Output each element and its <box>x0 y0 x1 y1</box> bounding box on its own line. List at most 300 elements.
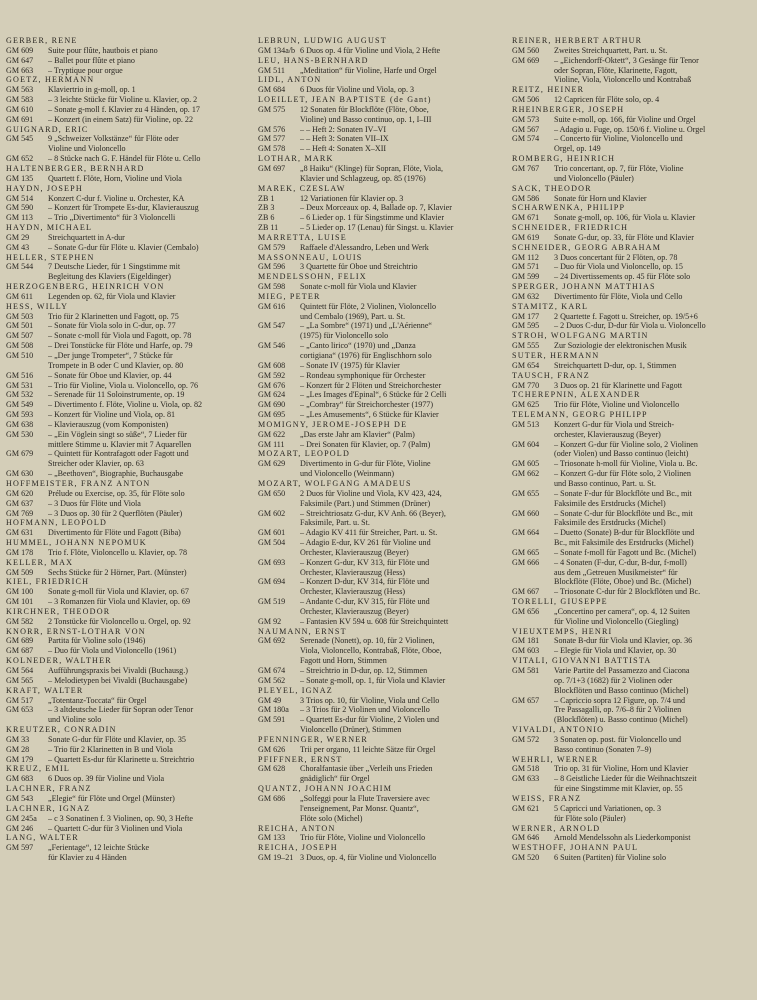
catalog-entry <box>258 528 510 538</box>
work-title: – Konzert (in einem Satz) für Violine, op. 22 <box>48 114 194 124</box>
catalog-entry <box>6 46 248 56</box>
work-title: 6 Duos für Violine und Viola, op. 3 <box>300 85 415 95</box>
work-title: 3 Quartette für Oboe und Streichtrio <box>300 262 418 272</box>
work-title: – 6 Lieder op. 1 für Singstimme und Klavier <box>300 213 445 223</box>
work-title: Choralfantasie über „Verleih uns Frieden <box>300 764 433 774</box>
catalog-number: GM 581 <box>512 666 540 675</box>
work-title: Trio für 2 Klarinetten und Fagott, op. 75 <box>48 311 179 321</box>
work-title: 6 Duos op. 39 für Violine und Viola <box>48 774 165 784</box>
work-title: – Tryptique pour orgue <box>48 65 123 75</box>
catalog-entry <box>6 735 248 745</box>
composer-section <box>6 784 248 804</box>
catalog-entry <box>258 705 510 715</box>
catalog-entry <box>6 715 248 725</box>
catalog-number: GM 611 <box>6 291 33 301</box>
work-title: – Streichtriosatz G-dur, KV Anh. 66 (Beyer), <box>300 508 446 518</box>
catalog-number: GM 33 <box>6 734 30 744</box>
catalog-number: GM 582 <box>6 616 34 626</box>
work-title: – Sonate IV (1975) für Klavier <box>300 360 400 370</box>
catalog-number: GM 179 <box>6 754 34 764</box>
work-title: Blockflöte (Flöte, Oboe) und Bc. (Michel) <box>554 577 692 587</box>
catalog-entry <box>6 489 248 499</box>
catalog-entry <box>6 312 248 322</box>
composer-name: PLEYEL, IGNAZ <box>258 685 333 695</box>
work-title: 12 Variationen für Klavier op. 3 <box>300 193 404 203</box>
composer-section <box>512 351 752 371</box>
composer-name: LIDL, ANTON <box>258 75 322 85</box>
composer-section <box>258 686 510 735</box>
catalog-number <box>258 774 300 784</box>
catalog-entry <box>512 745 752 755</box>
catalog-entry <box>6 430 248 440</box>
catalog-entry <box>512 420 752 430</box>
catalog-number <box>512 577 554 587</box>
catalog-number: GM 692 <box>258 636 286 646</box>
catalog-entry <box>6 587 248 597</box>
work-title: – Quartett Es-dur für Klarinette u. Streichtrio <box>48 754 195 764</box>
work-title: – Klavierauszug (vom Komponisten) <box>48 419 169 429</box>
work-title: 3 Trios op. 10, für Violine, Viola und Cello <box>300 695 440 705</box>
work-title: Trio für Flöte, Violine und Violoncello <box>554 400 680 410</box>
catalog-entry <box>512 617 752 627</box>
work-title: Sonate B-dur für Viola und Klavier, op. 36 <box>554 636 693 646</box>
catalog-number <box>258 174 300 184</box>
composer-name: QUANTZ, JOHANN JOACHIM <box>258 784 393 794</box>
composer-name: WERNER, ARNOLD <box>512 823 601 833</box>
work-title: Violine, Viola, Violoncello und Kontrabaß <box>554 75 692 85</box>
composer-name: STROH, WOLFGANG MARTIN <box>512 331 649 341</box>
work-title: – Konzert G-dur für Flöte solo, 2 Violinen <box>554 469 691 479</box>
catalog-entry <box>6 676 248 686</box>
catalog-number: GM 637 <box>6 498 34 508</box>
work-title: Trio op. 31 für Violine, Horn und Klavier <box>554 764 689 774</box>
composer-name: LACHNER, FRANZ <box>6 784 92 794</box>
catalog-number: ZB 6 <box>258 213 275 223</box>
composer-name: SACK, THEODOR <box>512 183 592 193</box>
catalog-entry <box>512 548 752 558</box>
catalog-entry <box>258 302 510 312</box>
catalog-entry <box>512 272 752 282</box>
catalog-entry <box>6 213 248 223</box>
catalog-number: GM 662 <box>512 469 540 479</box>
work-title: – Sonate g-moll f. Klavier zu 4 Händen, op. 17 <box>48 104 200 114</box>
work-title: 3 Duos concertant für 2 Flöten, op. 78 <box>554 252 678 262</box>
catalog-number: ZB 3 <box>258 203 275 213</box>
work-title: – Serenade für 11 Soloinstrumente, op. 19 <box>48 390 185 400</box>
work-title: – Triosonate h-moll für Violine, Viola u. Bc. <box>554 459 698 469</box>
work-title: „Elegie“ für Flöte und Orgel (Münster) <box>48 793 175 803</box>
composer-section <box>512 597 752 627</box>
catalog-entry <box>512 361 752 371</box>
catalog-number: GM 603 <box>512 646 540 656</box>
composer-name: MAREK, CZESLAW <box>258 183 346 193</box>
catalog-entry <box>6 400 248 410</box>
composer-name: HOFMANN, LEOPOLD <box>6 518 108 528</box>
catalog-entry <box>6 794 248 804</box>
catalog-number: GM 686 <box>258 793 286 803</box>
catalog-number: GM 592 <box>258 370 286 380</box>
catalog-number: GM 576 <box>258 124 286 134</box>
catalog-entry <box>512 469 752 479</box>
catalog-entry <box>258 853 510 863</box>
work-title: – 3 altdeutsche Lieder für Sopran oder Tenor <box>48 705 194 715</box>
catalog-entry <box>6 705 248 715</box>
work-title: Sonate G-dur für Flöte und Klavier, op. 35 <box>48 734 186 744</box>
catalog-number: GM 631 <box>6 528 34 538</box>
catalog-number: GM 519 <box>258 597 286 607</box>
catalog-number: GM 575 <box>258 104 286 114</box>
catalog-entry <box>258 134 510 144</box>
catalog-entry <box>258 774 510 784</box>
catalog-number: GM 693 <box>258 557 286 567</box>
work-title: – Sonate für Viola solo in C-dur, op. 77 <box>48 321 176 331</box>
work-title: 2 Tonstücke für Violoncello u. Orgel, op. 92 <box>48 616 191 626</box>
catalog-number: GM 619 <box>512 232 540 242</box>
catalog-entry <box>512 321 752 331</box>
composer-section <box>512 843 752 863</box>
catalog-entry <box>512 784 752 794</box>
work-title: orchester, Klavierauszug (Beyer) <box>554 429 661 439</box>
work-title: Orchester, Klavierauszug (Hess) <box>300 567 406 577</box>
composer-section <box>258 824 510 844</box>
catalog-number: GM 49 <box>258 695 282 705</box>
work-title: Suite e-moll, op. 166, für Violine und Orgel <box>554 114 696 124</box>
composer-name: WESTHOFF, JOHANN PAUL <box>512 843 639 853</box>
catalog-entry <box>258 410 510 420</box>
work-title: „Meditation“ für Violine, Harfe und Orgel <box>300 65 437 75</box>
composer-section <box>6 577 248 607</box>
catalog-number: GM 564 <box>6 666 34 675</box>
catalog-number: GM 653 <box>6 705 34 715</box>
catalog-number: GM 626 <box>258 744 286 754</box>
catalog-entry <box>512 75 752 85</box>
catalog-number: GM 508 <box>6 341 34 351</box>
composer-name: MOZART, WOLFGANG AMADEUS <box>258 478 412 488</box>
composer-section <box>6 253 248 283</box>
work-title: – Rondeau symphonique für Orchester <box>300 370 426 380</box>
catalog-entry <box>258 66 510 76</box>
catalog-entry <box>512 853 752 863</box>
work-title: – Konzert G-dur für Violine solo, 2 Violinen <box>554 439 698 449</box>
catalog-entry <box>6 134 248 144</box>
catalog-entry <box>512 233 752 243</box>
composer-section <box>512 36 752 85</box>
work-title: – c 3 Sonatinen f. 3 Violinen, op. 90, 3 Hefte <box>48 813 194 823</box>
work-title: Trio für Flöte, Violine und Violoncello <box>300 833 426 843</box>
catalog-number: GM 92 <box>258 616 282 626</box>
work-title: „Solfeggi pour la Flute Traversiere avec <box>300 793 430 803</box>
catalog-entry <box>258 174 510 184</box>
catalog-number: GM 660 <box>512 508 540 518</box>
catalog-number: GM 100 <box>6 587 34 597</box>
work-title: 3 Duos op. 21 für Klarinette und Fagott <box>554 380 683 390</box>
catalog-number: GM 630 <box>6 469 34 479</box>
catalog-number: GM 697 <box>258 163 286 173</box>
catalog-number: GM 563 <box>6 85 34 95</box>
composer-section <box>6 223 248 253</box>
composer-name: MASSONNEAU, LOUIS <box>258 252 363 262</box>
catalog-entry <box>6 755 248 765</box>
catalog-number <box>512 75 554 85</box>
work-title: cortigiana“ (1976) für Englischhorn solo <box>300 351 432 360</box>
work-title: „8 Haiku“ (Klinge) für Sopran, Flöte, Viola, <box>300 163 443 173</box>
composer-section <box>6 184 248 223</box>
work-title: Trio concertant, op. 7, für Flöte, Violine <box>554 163 684 173</box>
composer-name: KREUTZER, CONRADIN <box>6 725 117 735</box>
catalog-entry <box>512 459 752 469</box>
catalog-number <box>258 115 300 125</box>
work-title: Divertimento in G-dur für Flöte, Violine <box>300 459 431 469</box>
catalog-number: GM 532 <box>6 390 34 400</box>
work-title: Quartett f. Flöte, Horn, Violine und Viola <box>48 173 182 183</box>
composer-section <box>258 184 510 233</box>
composer-name: HOFFMEISTER, FRANZ ANTON <box>6 478 151 488</box>
composer-section <box>6 656 248 686</box>
catalog-entry <box>258 321 510 331</box>
work-title: – Triosonate C-dur für 2 Blockflöten und Bc. <box>554 587 701 597</box>
catalog-entry <box>258 607 510 617</box>
catalog-number: GM 574 <box>512 134 540 144</box>
catalog-entry <box>512 636 752 646</box>
catalog-number: GM 633 <box>512 774 540 784</box>
composer-section <box>6 558 248 578</box>
work-title: Quintett für Flöte, 2 Violinen, Violoncello <box>300 301 437 311</box>
catalog-entry <box>258 518 510 528</box>
catalog-number <box>512 449 554 459</box>
composer-name: SUTER, HERMANN <box>512 351 600 360</box>
catalog-entry <box>258 203 510 213</box>
work-title: 6 Duos op. 4 für Violine und Viola, 2 Hefte <box>300 45 441 55</box>
catalog-number: GM 601 <box>258 528 286 538</box>
work-title: „Totentanz-Toccata“ für Orgel <box>48 695 147 705</box>
work-title: – 3 Duos für Flöte und Viola <box>48 498 141 508</box>
work-title: Violine) und Basso continuo, op. 1, I–III <box>300 114 432 124</box>
work-title: Faksimile (Part.) und Stimmen (Drüner) <box>300 498 431 508</box>
catalog-entry <box>6 745 248 755</box>
catalog-entry <box>258 558 510 568</box>
catalog-entry <box>6 331 248 341</box>
catalog-number: GM 683 <box>6 774 34 784</box>
catalog-entry <box>6 548 248 558</box>
composer-section <box>512 725 752 755</box>
composer-name: VITALI, GIOVANNI BATTISTA <box>512 656 652 666</box>
catalog-entry <box>512 164 752 174</box>
catalog-entry <box>6 843 248 853</box>
composer-section <box>512 203 752 223</box>
catalog-entry <box>258 459 510 469</box>
composer-name: VIEUXTEMPS, HENRI <box>512 626 613 636</box>
catalog-entry <box>258 499 510 509</box>
catalog-number: GM 135 <box>6 173 34 183</box>
composer-section <box>6 36 248 75</box>
catalog-number: GM 181 <box>512 636 540 646</box>
catalog-entry <box>512 696 752 706</box>
composer-section <box>258 154 510 184</box>
composer-section <box>6 282 248 302</box>
composer-name: KNORR, ERNST-LOTHAR VON <box>6 626 146 636</box>
catalog-entry <box>6 824 248 834</box>
catalog-entry <box>258 361 510 371</box>
work-title: – – Heft 2: Sonaten IV–VI <box>300 124 387 134</box>
catalog-number: GM 654 <box>512 360 540 370</box>
composer-section <box>258 233 510 253</box>
catalog-entry <box>258 115 510 125</box>
catalog-entry <box>512 538 752 548</box>
composer-name: TCHEREPNIN, ALEXANDER <box>512 390 641 400</box>
catalog-number <box>512 784 554 794</box>
catalog-number: GM 597 <box>6 843 34 853</box>
composer-section <box>258 449 510 479</box>
catalog-number: GM 591 <box>258 715 286 725</box>
catalog-entry <box>512 587 752 597</box>
work-title: 3 Sonaten op. post. für Violoncello und <box>554 734 682 744</box>
catalog-entry <box>6 233 248 243</box>
catalog-number: GM 545 <box>6 134 34 144</box>
work-title: 2 Quartette f. Fagott u. Streicher, op. 19/5+6 <box>554 311 698 321</box>
work-title: Divertimento für Flöte und Fagott (Biba) <box>48 528 181 538</box>
catalog-entry <box>6 115 248 125</box>
work-title: Faksimile des Erstdrucks (Michel) <box>554 518 666 528</box>
composer-section <box>258 272 510 292</box>
work-title: Zur Soziologie der elektronischen Musik <box>554 341 687 351</box>
catalog-number <box>258 351 300 361</box>
catalog-number: GM 655 <box>512 488 540 498</box>
catalog-entry <box>6 351 248 361</box>
work-title: „Concertino per camera“, op. 4, 12 Suiten <box>554 606 690 616</box>
catalog-entry <box>258 676 510 686</box>
catalog-number: GM 509 <box>6 567 34 577</box>
composer-section <box>6 627 248 657</box>
work-title: Legenden op. 62, für Viola und Klavier <box>48 291 176 301</box>
catalog-entry <box>6 636 248 646</box>
work-title: – „Combray“ für Streichorchester (1977) <box>300 400 434 410</box>
work-title: Flöte solo (Michel) <box>300 813 363 823</box>
composer-name: REINER, HERBERT ARTHUR <box>512 36 643 45</box>
catalog-number: GM 28 <box>6 744 30 754</box>
catalog-number: GM 111 <box>258 439 285 449</box>
composer-section <box>512 410 752 597</box>
composer-section <box>512 371 752 391</box>
catalog-number: GM 608 <box>258 360 286 370</box>
composer-section <box>512 627 752 657</box>
work-title: gnädiglich“ für Orgel <box>300 774 370 784</box>
catalog-number: GM 666 <box>512 557 540 567</box>
composer-name: GUIGNARD, ERIC <box>6 124 89 134</box>
catalog-number: GM 560 <box>512 45 540 55</box>
work-title: – Quartett C-dur für 3 Violinen und Viola <box>48 823 183 833</box>
catalog-entry <box>512 253 752 263</box>
catalog-number: GM 565 <box>6 675 34 685</box>
catalog-entry <box>6 85 248 95</box>
catalog-number <box>512 538 554 548</box>
work-title: – Ballet pour flûte et piano <box>48 55 135 65</box>
catalog-entry <box>6 853 248 863</box>
catalog-entry <box>6 509 248 519</box>
catalog-entry <box>512 499 752 509</box>
composer-section <box>512 755 752 794</box>
catalog-entry <box>258 430 510 440</box>
catalog-number: ZB 11 <box>258 223 279 233</box>
work-title: Streichquartett in A-dur <box>48 232 125 242</box>
catalog-number: GM 567 <box>512 124 540 134</box>
work-title: Aufführungspraxis bei Vivaldi (Buchausg.) <box>48 666 188 675</box>
catalog-number: GM 767 <box>512 163 540 173</box>
catalog-entry <box>6 459 248 469</box>
catalog-number: GM 504 <box>258 538 286 548</box>
catalog-entry <box>258 568 510 578</box>
catalog-entry <box>512 125 752 135</box>
composer-section <box>258 75 510 95</box>
work-title: Streicher oder Klavier, op. 63 <box>48 459 144 469</box>
catalog-number <box>512 676 554 686</box>
catalog-entry <box>512 66 752 76</box>
work-title: Partita für Violine solo (1946) <box>48 636 146 646</box>
catalog-number: GM 629 <box>258 459 286 469</box>
catalog-entry <box>512 686 752 696</box>
catalog-entry <box>258 489 510 499</box>
work-title: – Sonate G-dur für Flöte u. Klavier (Cembalo) <box>48 242 199 252</box>
composer-section <box>6 164 248 184</box>
catalog-number: GM 690 <box>258 400 286 410</box>
catalog-entry <box>512 676 752 686</box>
catalog-entry <box>6 390 248 400</box>
catalog-entry <box>512 262 752 272</box>
catalog-number: GM 595 <box>512 321 540 331</box>
work-title: Orchester, Klavierauszug (Beyer) <box>300 547 409 557</box>
catalog-number: GM 684 <box>258 85 286 95</box>
composer-name: SCHARWENKA, PHILIPP <box>512 203 626 213</box>
composer-section <box>6 75 248 124</box>
composer-name: LACHNER, IGNAZ <box>6 803 91 813</box>
work-title: Prélude ou Exercise, op. 35, für Flöte solo <box>48 488 185 498</box>
catalog-number: GM 676 <box>258 380 286 390</box>
work-title: – Deux Morceaux op. 4, Ballade op. 7, Klavier <box>300 203 452 213</box>
composer-name: HERZOGENBERG, HEINRICH VON <box>6 282 165 292</box>
catalog-entry <box>512 174 752 184</box>
catalog-entry <box>512 115 752 125</box>
work-title: 12 Sonaten für Blockflöte (Flöte, Oboe, <box>300 104 429 114</box>
catalog-entry <box>258 646 510 656</box>
composer-section <box>512 154 752 184</box>
catalog-number: GM 571 <box>512 262 540 272</box>
composer-name: KELLER, MAX <box>6 557 74 567</box>
catalog-entry <box>258 223 510 233</box>
work-title: „Das erste Jahr am Klavier“ (Palm) <box>300 429 415 439</box>
work-title: – „Eichendorff-Oktett“, 3 Gesänge für Tenor <box>554 55 699 65</box>
composer-section <box>6 686 248 725</box>
catalog-number: GM 573 <box>512 114 540 124</box>
catalog-number <box>258 469 300 479</box>
catalog-entry <box>258 587 510 597</box>
catalog-number: GM 583 <box>6 95 34 105</box>
work-title: (Blockflöten) u. Basso continuo (Michel) <box>554 715 688 725</box>
work-title: – „Les Images d'Epinal“, 6 Stücke für 2 Celli <box>300 390 447 400</box>
catalog-entry <box>512 440 752 450</box>
catalog-entry <box>512 312 752 322</box>
composer-section <box>6 538 248 558</box>
work-title: – Duo für Viola und Violoncello (1961) <box>48 646 177 656</box>
catalog-number: GM 516 <box>6 370 34 380</box>
catalog-column-2 <box>258 36 510 863</box>
work-title: Sonate g-moll für Viola und Klavier, op. 67 <box>48 587 189 597</box>
work-title: – „Les Amusements“, 6 Stücke für Klavier <box>300 410 439 420</box>
work-title: – 2 Duos C-dur, D-dur für Viola u. Violoncello <box>554 321 706 331</box>
composer-name: HESS, WILLY <box>6 301 69 311</box>
work-title: – „La Sombre“ (1971) und „L'Aérienne“ <box>300 321 433 331</box>
composer-name: ROMBERG, HEINRICH <box>512 154 616 164</box>
catalog-number <box>6 144 48 154</box>
catalog-number: GM 510 <box>6 351 34 360</box>
